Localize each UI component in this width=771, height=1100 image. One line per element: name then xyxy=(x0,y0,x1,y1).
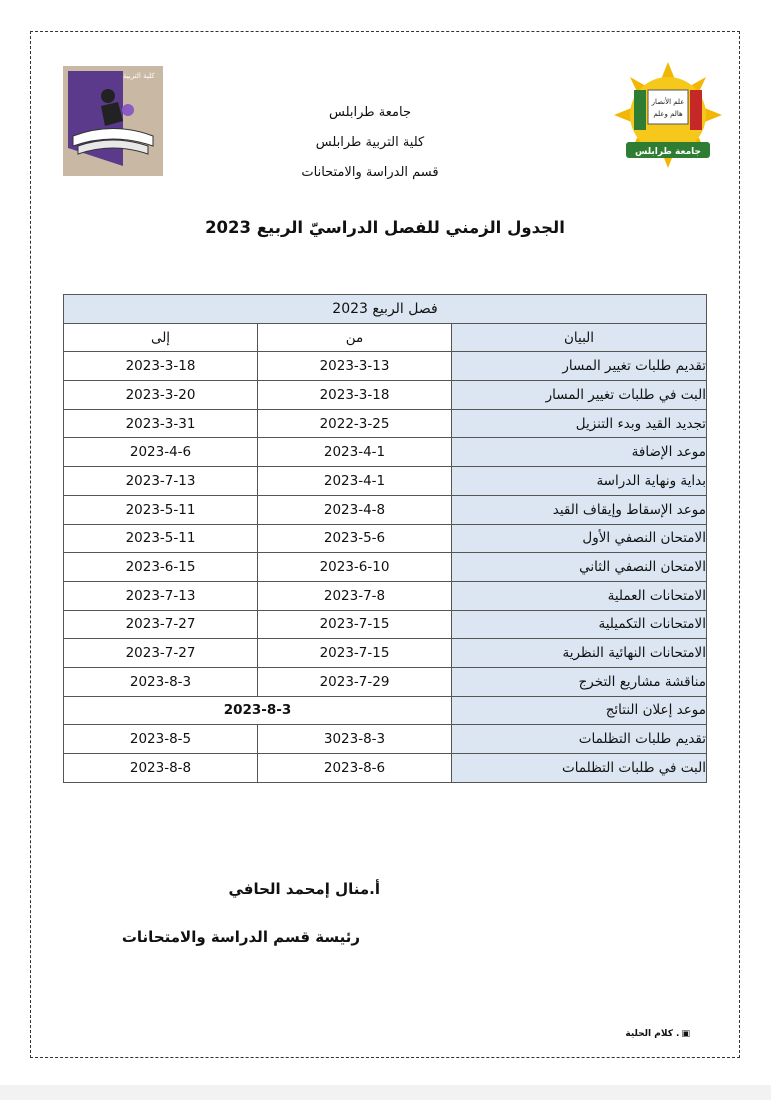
results-label: موعد إعلان النتائج xyxy=(452,696,707,725)
table-row xyxy=(64,581,707,610)
university-name: جامعة طرابلس xyxy=(329,105,411,120)
row-from-date: 2023-7-29 xyxy=(258,667,452,696)
footer-note-text: . كلام الحلية xyxy=(625,1029,680,1039)
table-row xyxy=(64,639,707,668)
row-label: الامتحانات التكميلية xyxy=(452,610,707,639)
university-logo-name: جامعة طرابلس xyxy=(634,147,702,157)
row-to-date: 2023-3-18 xyxy=(64,352,258,381)
row-label: الامتحان النصفي الأول xyxy=(452,524,707,553)
row-label: الامتحان النصفي الثاني xyxy=(452,553,707,582)
table-row xyxy=(64,381,707,410)
row-label: موعد الإضافة xyxy=(452,438,707,467)
appeal-rows xyxy=(64,725,707,782)
document-title: الجدول الزمني للفصل الدراسيّ الربيع 2023 xyxy=(205,218,565,237)
institution-header xyxy=(250,98,490,188)
row-label: مناقشة مشاريع التخرج xyxy=(452,667,707,696)
faculty-name: كلية التربية طرابلس xyxy=(315,135,425,150)
season-title: فصل الربيع 2023 xyxy=(64,295,707,324)
row-from-date: 2023-7-15 xyxy=(258,639,452,668)
row-label: بداية ونهاية الدراسة xyxy=(452,467,707,496)
row-to-date: 2023-3-20 xyxy=(64,381,258,410)
row-from-date: 2023-7-8 xyxy=(258,581,452,610)
row-to-date: 2023-7-27 xyxy=(64,610,258,639)
row-label: البت في طلبات تغيير المسار xyxy=(452,381,707,410)
row-to-date: 2023-7-27 xyxy=(64,639,258,668)
row-from-date: 2023-7-15 xyxy=(258,610,452,639)
row-to-date: 2023-8-3 xyxy=(64,667,258,696)
column-header-from: من xyxy=(258,323,452,352)
table-row xyxy=(64,524,707,553)
column-header-statement: البيان xyxy=(452,323,707,352)
row-from-date: 2023-3-13 xyxy=(258,352,452,381)
row-from-date: 2023-4-1 xyxy=(258,467,452,496)
footer-note xyxy=(600,1029,690,1039)
row-to-date: 2023-8-5 xyxy=(64,725,258,754)
signatory-name: أ.منال إمحمد الحافي xyxy=(228,880,380,898)
university-motto-2: هالم وعلم xyxy=(653,110,683,118)
results-row xyxy=(64,696,707,725)
table-row xyxy=(64,725,707,754)
row-from-date: 2023-6-10 xyxy=(258,553,452,582)
table-row xyxy=(64,352,707,381)
row-to-date: 2023-5-11 xyxy=(64,524,258,553)
row-to-date: 2023-4-6 xyxy=(64,438,258,467)
department-name: قسم الدراسة والامتحانات xyxy=(301,165,439,180)
schedule-table xyxy=(63,294,707,783)
row-to-date: 2023-3-31 xyxy=(64,409,258,438)
row-to-date: 2023-8-8 xyxy=(64,754,258,783)
table-row xyxy=(64,553,707,582)
row-to-date: 2023-7-13 xyxy=(64,467,258,496)
table-row xyxy=(64,467,707,496)
row-label: الامتحانات النهائية النظرية xyxy=(452,639,707,668)
row-from-date: 2023-4-1 xyxy=(258,438,452,467)
university-motto-1: علم الأنصار xyxy=(651,98,685,106)
column-header-row xyxy=(64,323,707,352)
signatory-title: رئيسة قسم الدراسة والامتحانات xyxy=(121,928,360,946)
table-row xyxy=(64,754,707,783)
table-row xyxy=(64,667,707,696)
row-label: تقديم طلبات تغيير المسار xyxy=(452,352,707,381)
season-header-row xyxy=(64,295,707,324)
row-from-date: 2023-8-6 xyxy=(258,754,452,783)
row-label: تقديم طلبات التظلمات xyxy=(452,725,707,754)
row-label: موعد الإسقاط وإيقاف القيد xyxy=(452,495,707,524)
document-icon: ▣ xyxy=(681,1029,690,1039)
row-from-date: 2023-4-8 xyxy=(258,495,452,524)
table-row xyxy=(64,610,707,639)
row-from-date: 3023-8-3 xyxy=(258,725,452,754)
row-to-date: 2023-7-13 xyxy=(64,581,258,610)
table-row xyxy=(64,438,707,467)
row-from-date: 2023-3-18 xyxy=(258,381,452,410)
row-label: تجديد القيد وبدء التنزيل xyxy=(452,409,707,438)
row-label: الامتحانات العملية xyxy=(452,581,707,610)
table-row xyxy=(64,409,707,438)
row-from-date: 2023-5-6 xyxy=(258,524,452,553)
row-label: البت في طلبات التظلمات xyxy=(452,754,707,783)
table-row xyxy=(64,495,707,524)
column-header-to: إلى xyxy=(64,323,258,352)
faculty-logo-text: كلية التربية xyxy=(123,72,155,80)
university-logo xyxy=(612,60,724,170)
row-to-date: 2023-6-15 xyxy=(64,553,258,582)
schedule-rows xyxy=(64,352,707,696)
row-to-date: 2023-5-11 xyxy=(64,495,258,524)
row-from-date: 2022-3-25 xyxy=(258,409,452,438)
faculty-logo xyxy=(63,66,163,176)
results-date: 2023-8-3 xyxy=(64,696,452,725)
